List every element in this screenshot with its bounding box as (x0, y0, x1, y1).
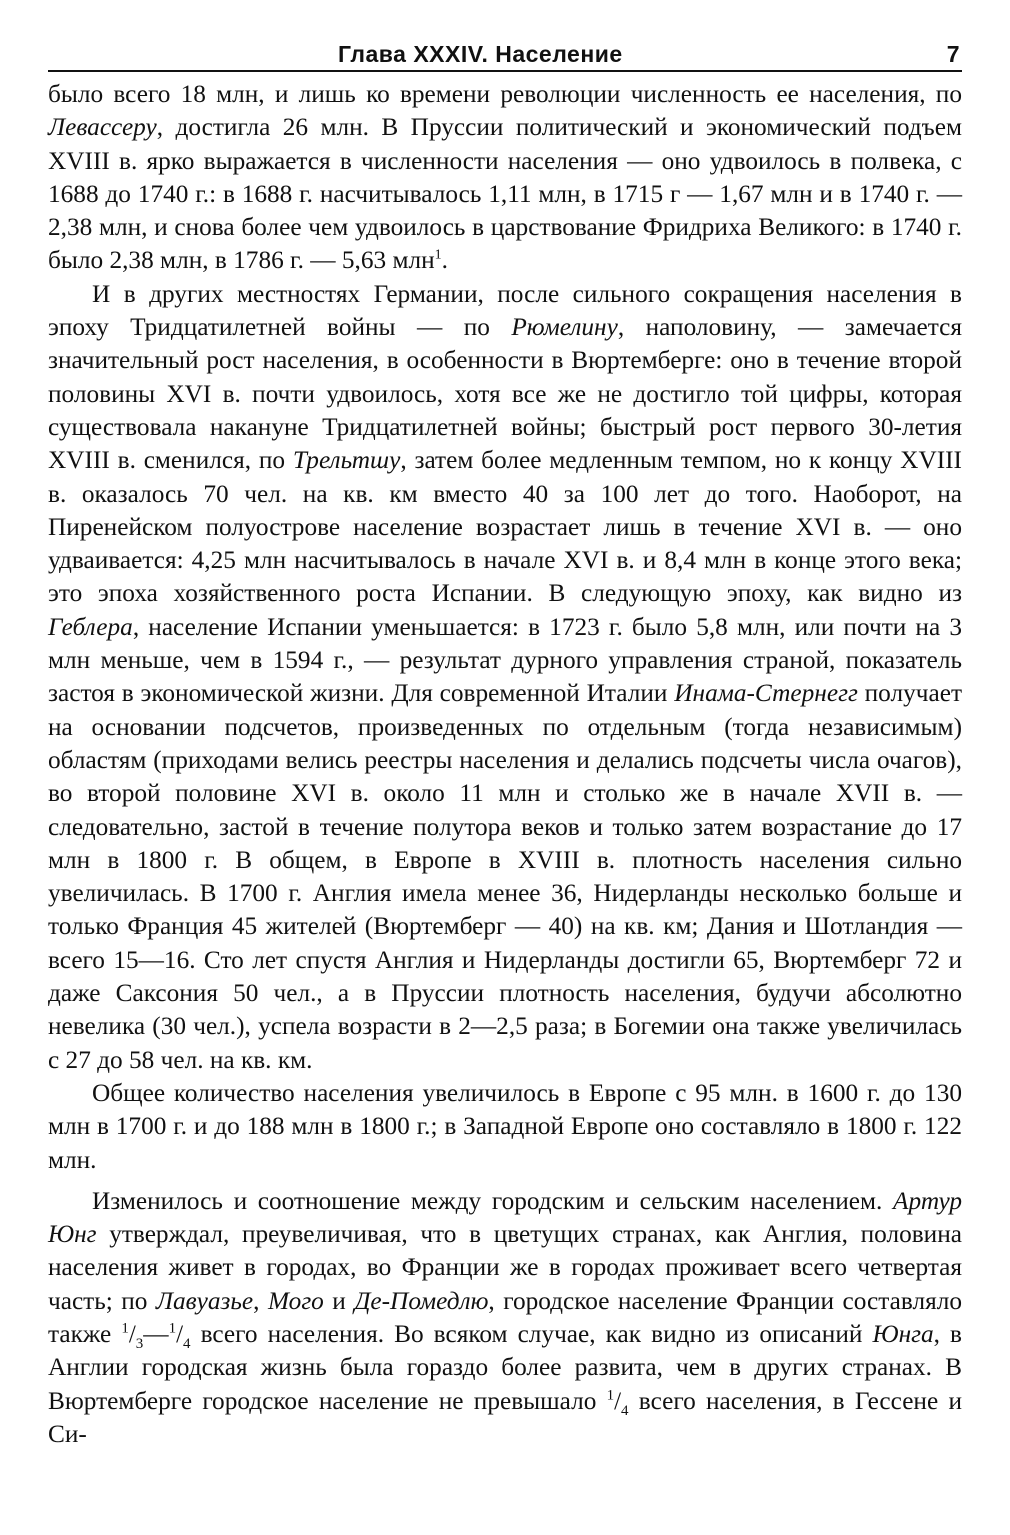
text-run: — (143, 1319, 169, 1348)
author-name: Лавуазье (155, 1286, 254, 1315)
text-run: , в Англии городская жизнь была гораздо более развита, чем в других странах. В Вюртемберге городское население не превышало (48, 1319, 963, 1415)
paragraph-4 (48, 1185, 962, 1451)
text-run: , наполовину, — замечается значительный рост населения, в особенности в Вюртемберге: оно в течение второй половины XVI в. почти удвоилось, хотя все же не достигло той цифры, которая существовала накануне Тридцатилетней войны; быстрый рост первого 30-летия XVIII в. сменился, по (48, 313, 962, 475)
footnote-marker: 1 (434, 248, 442, 264)
text-run: . (441, 246, 448, 275)
text-run: получает на основании подсчетов, произведенных по отдельным (тогда независимым) областям (приходами велись реестры населения и делались подсчеты числа очагов), во второй половине XVI в. около 11 млн и столько же в начале XVII в. — следовательно, застой в течение полутора веков и только затем возрастание до 17 млн в 1800 г. В общем, в Европе в XVIII в. плотность населения сильно увеличилась. В 1700 г. Англия имела менее 36, Нидерланды несколько больше и только Франция 45 жителей (Вюртемберг — 40) на кв. км; Дания и Шотландия — всего 15—16. Сто лет спустя Англия и Нидерланды достигли 65, Вюртемберг 72 и даже Саксония 50 чел., а в Пруссии плотность населения, будучи абсолютно невелика (30 чел.), успела возрасти в 2—2,5 раза; в Богемии она также увеличилась с 27 до 58 чел. на кв. км. (48, 679, 962, 1074)
text-run: И в других местностях Германии, после сильного сокращения населения в эпоху Тридцатилетней войны — по (48, 279, 962, 342)
header-rule (48, 70, 962, 72)
fraction: $^1/_4$ (168, 1320, 191, 1353)
fraction: $^1/_4$ (606, 1387, 629, 1419)
author-name: Левассеру (48, 113, 157, 142)
paragraph-2 (48, 278, 962, 1077)
text-run: Изменилось и соотношение между городским и сельским населением. (92, 1186, 894, 1215)
text-run: всего населения. Во всяком случае, как видно из описаний (190, 1319, 873, 1348)
author-name: Де-Помедлю (354, 1286, 489, 1315)
author-name: Мого (267, 1286, 324, 1315)
text-run: , (253, 1286, 268, 1315)
text-run: , население Испании уменьшается: в 1723 г. было 5,8 млн, или почти на 3 млн меньше, чем в 1594 г., — результат дурного управления страной, показатель застоя в экономической жизни. Для современной Италии (48, 612, 962, 708)
text-run: утверждал, преувеличивая, что в цветущих странах, как Англия, половина населения живет в городах, во Франции же в городах проживает всего четвертая часть; по (48, 1220, 962, 1315)
text-run: и (323, 1286, 355, 1315)
author-name: Трельтшу (292, 446, 401, 475)
page-number: 7 (946, 41, 960, 67)
fraction: $^1/_3$ (121, 1320, 144, 1353)
author-name: Геблера (48, 612, 133, 641)
author-name: Юнга (872, 1319, 934, 1348)
text-run: всего населения, в Гессене и Си- (48, 1386, 962, 1448)
author-name: Инама-Стернегг (674, 679, 858, 708)
paragraph-3 (48, 1077, 962, 1177)
author-name: Рюмелину (511, 313, 618, 342)
running-head (48, 36, 962, 68)
text-run: , затем более медленным темпом, но к концу XVIII в. оказалось 70 чел. на кв. км вместо 40 за 100 лет до того. Наоборот, на Пиренейском полуострове население возрастает лишь в течение XVI в. — оно удваивается: 4,25 млн насчитывалось в начале XVI в. и 8,4 млн в конце этого века; это эпоха хозяйственного роста Испании. В следующую эпоху, как видно из (48, 446, 962, 608)
author-name: Артур Юнг (48, 1186, 962, 1249)
text-run: было всего 18 млн, и лишь ко времени революции численность ее населения, по (48, 80, 962, 108)
chapter-title: Глава XXXIV. Население (338, 41, 623, 67)
text-run: , городское население Франции составляло также (48, 1286, 963, 1348)
text-run: , достигла 26 млн. В Пруссии политический и экономический подъем XVIII в. ярко выражается в численности населения — оно удвоилось в полвека, с 1688 до 1740 г.: в 1688 г. насчитывалось 1,11 млн, в 1715 г — 1,67 млн и в 1740 г. — 2,38 млн, и снова более чем удвоилось в царствование Фридриха Великого: в 1740 г. было 2,38 млн, в 1786 г. — 5,63 млн (48, 113, 962, 275)
body-text (48, 78, 962, 1451)
text-run: Общее количество населения увеличилось в Европе с 95 млн. в 1600 г. до 130 млн в 1700 г. и до 188 млн в 1800 г.; в Западной Европе оно составляло в 1800 г. 122 млн. (48, 1078, 962, 1174)
paragraph-1 (48, 78, 962, 278)
